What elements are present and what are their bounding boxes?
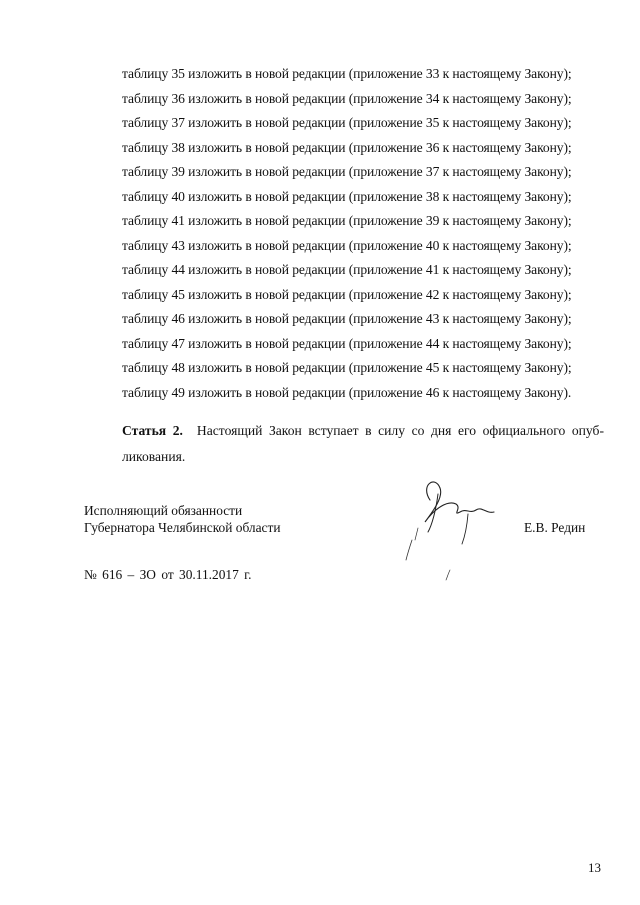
law-number-date: № 616 – ЗО от 30.11.2017 г. [84,567,252,582]
amendment-item: таблицу 47 изложить в новой редакции (приложение 44 к настоящему Закону); [122,335,572,351]
amendment-item: таблицу 37 изложить в новой редакции (приложение 35 к настоящему Закону); [122,115,572,130]
article-label: Статья 2. [122,423,183,438]
amendment-item: таблицу 49 изложить в новой редакции (приложение 46 к настоящему Закону). [122,384,572,400]
amendment-item: таблицу 38 изложить в новой редакции (приложение 36 к настоящему Закону); [122,139,572,155]
amendment-item: таблицу 41 изложить в новой редакции (приложение 39 к настоящему Закону); [122,213,572,228]
signatory-name: Е.В. Редин [524,520,586,535]
amendment-item: таблицу 36 изложить в новой редакции (приложение 34 к настоящему Закону); [122,90,572,106]
amendment-item: таблицу 44 изложить в новой редакции (приложение 41 к настоящему Закону); [122,262,572,277]
page-number: 13 [588,860,601,875]
handwritten-signature [390,470,500,590]
article-2 [122,418,604,470]
amendment-item: таблицу 45 изложить в новой редакции (приложение 42 к настоящему Закону); [122,286,572,302]
signatory-title [84,502,281,536]
signatory-title-line-2: Губернатора Челябинской области [84,520,281,535]
amendment-item: таблицу 40 изложить в новой редакции (приложение 38 к настоящему Закону); [122,188,572,204]
signatory-title-line-1: Исполняющий обязанности [84,503,243,518]
amendment-item: таблицу 39 изложить в новой редакции (приложение 37 к настоящему Закону); [122,164,572,179]
amendment-item: таблицу 48 изложить в новой редакции (приложение 45 к настоящему Закону); [122,360,572,375]
amendment-item: таблицу 35 изложить в новой редакции (приложение 33 к настоящему Закону); [122,66,572,81]
amendment-item: таблицу 46 изложить в новой редакции (приложение 43 к настоящему Закону); [122,311,572,326]
article-text: Настоящий Закон вступает в силу со дня его официального опуб-ликования. [122,423,604,464]
amendment-list [122,62,602,405]
amendment-item: таблицу 43 изложить в новой редакции (приложение 40 к настоящему Закону); [122,237,572,253]
